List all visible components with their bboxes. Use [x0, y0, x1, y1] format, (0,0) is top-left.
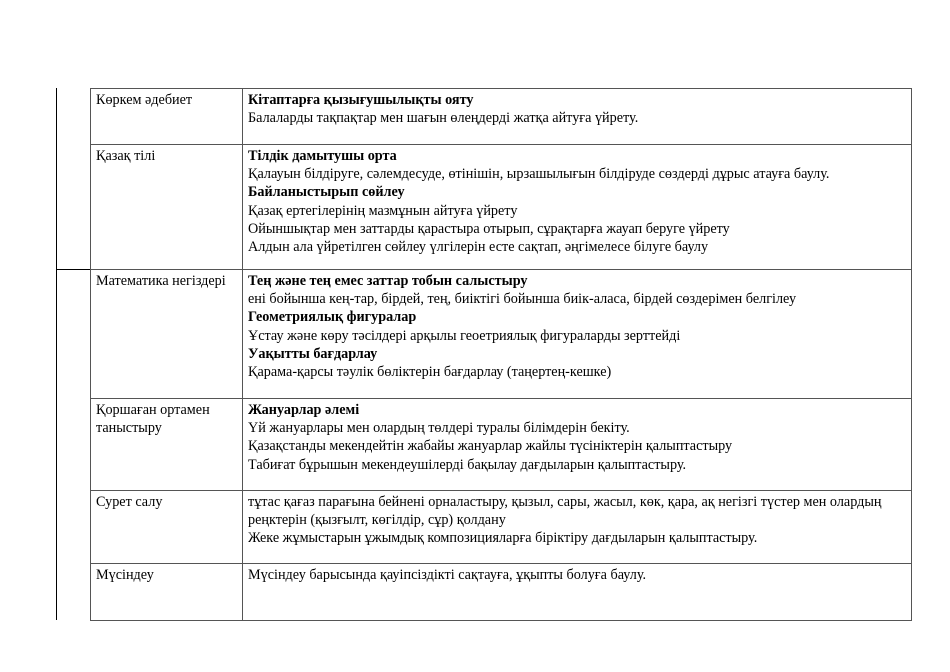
content-line: Мүсіндеу барысында қауіпсіздікті сақтауға, ұқыпты болуға баулу.	[248, 567, 647, 583]
content-line: Қарама-қарсы тәулік бөліктерін бағдарлау (таңертең-кешке)	[248, 364, 612, 381]
table-row	[91, 399, 912, 491]
section-heading: Геометриялық фигуралар	[248, 309, 417, 326]
section-heading: Уақытты бағдарлау	[248, 345, 378, 362]
section-heading: Жануарлар әлемі	[248, 402, 360, 418]
subject-cell: Сурет салу	[91, 491, 243, 564]
content-line: Табиғат бұрышын мекендеушілерді бақылау дағдыларын қалыптастыру.	[248, 456, 687, 473]
content-line: тұтас қағаз парағына бейнені орналастыру, қызыл, сары, жасыл, көк, қара, ақ негізгі түстер мен олардың реңктерін (қызғылт, көгілдір, сұр) қолдану	[248, 494, 882, 529]
content-cell	[243, 399, 912, 491]
table-row	[91, 564, 912, 621]
content-line: Ойыншықтар мен заттарды қарастыра отырып, сұрақтарға жауап беруге үйрету	[248, 220, 730, 237]
subject-cell: Математика негіздері	[91, 270, 243, 399]
subject-cell: Көркем әдебиет	[91, 89, 243, 145]
section-heading: Кітаптарға қызығушылықты ояту	[248, 92, 474, 108]
content-line: Алдын ала үйретілген сөйлеу үлгілерін есте сақтап, әңгімелесе білуге баулу	[248, 239, 709, 256]
content-cell	[243, 270, 912, 399]
margin-tick	[56, 269, 90, 270]
section-heading: Тең және тең емес заттар тобын салыстыру	[248, 273, 528, 289]
content-line: Үй жануарлары мен олардың төлдері туралы білімдерін бекіту.	[248, 420, 630, 437]
content-line: Ұстау және көру тәсілдері арқылы геоетриялық фигураларды зерттейді	[248, 327, 681, 344]
left-margin-line	[56, 88, 57, 620]
content-line: Қазақ ертегілерінің мазмұнын айтуға үйрету	[248, 202, 518, 219]
content-line: ені бойынша кең-тар, бірдей, тең, биіктігі бойынша биік-аласа, бірдей сөздерімен белгілеу	[248, 291, 797, 308]
section-heading: Байланыстырып сөйлеу	[248, 184, 405, 201]
table-body	[91, 89, 912, 621]
content-line: Қазақстанды мекендейтін жабайы жануарлар жайлы түсініктерін қалыптастыру	[248, 438, 733, 455]
section-heading: Тілдік дамытушы орта	[248, 148, 397, 164]
content-cell	[243, 564, 912, 621]
subject-cell: Қазақ тілі	[91, 145, 243, 270]
content-line: Жеке жұмыстарын ұжымдық композицияларға біріктіру дағдыларын қалыптастыру.	[248, 530, 758, 547]
content-cell	[243, 89, 912, 145]
subject-cell: Қоршаған ортамен таныстыру	[91, 399, 243, 491]
content-line: Қалауын білдіруге, сәлемдесуде, өтінішін, ырзашылығын білдіруде сөздерді дұрыс атауға баулу.	[248, 166, 830, 183]
table-row	[91, 491, 912, 564]
table-row	[91, 145, 912, 270]
content-line: Балаларды тақпақтар мен шағын өлеңдерді жатқа айтуға үйрету.	[248, 110, 639, 127]
content-cell	[243, 491, 912, 564]
table-row	[91, 89, 912, 145]
subject-cell: Мүсіндеу	[91, 564, 243, 621]
table-row	[91, 270, 912, 399]
lesson-plan-table	[90, 88, 912, 621]
content-cell	[243, 145, 912, 270]
